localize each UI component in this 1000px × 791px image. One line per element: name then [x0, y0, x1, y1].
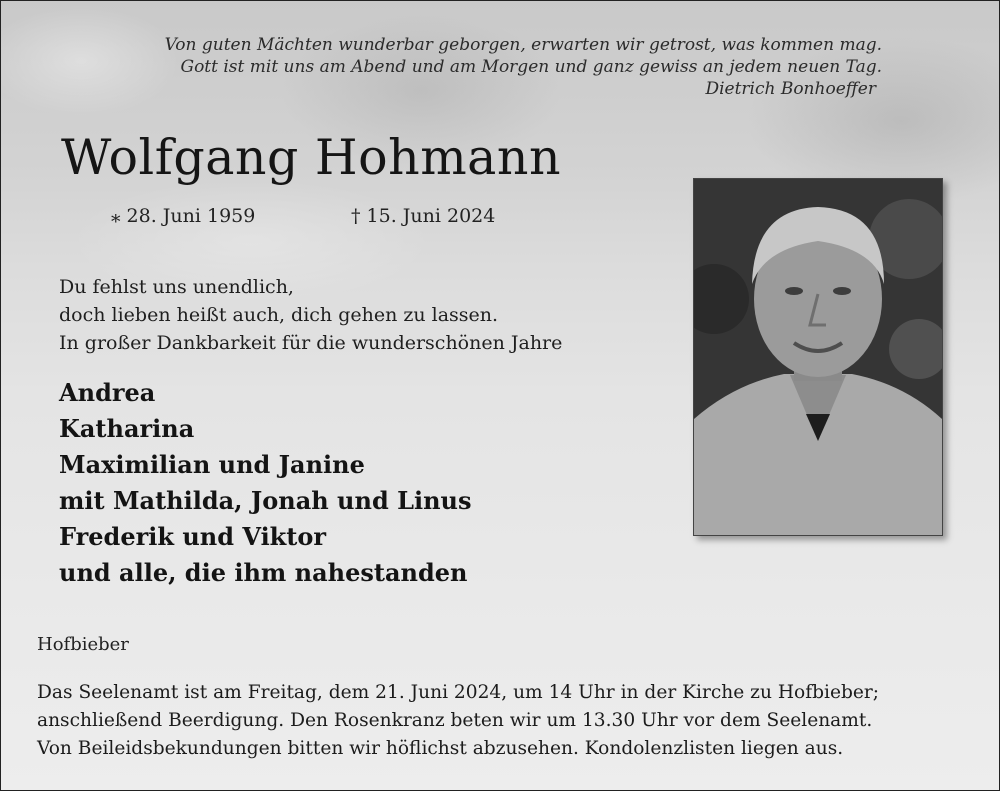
funeral-notice	[37, 679, 879, 763]
deceased-name: Wolfgang Hohmann	[61, 129, 562, 186]
mourner: und alle, die ihm nahestanden	[59, 558, 468, 587]
mourners-list	[59, 375, 472, 591]
place-name: Hofbieber	[37, 634, 129, 655]
mourner: Frederik und Viktor	[59, 522, 327, 551]
life-dates	[111, 205, 496, 227]
quote-line-1: Von guten Mächten wunderbar geborgen, erwarten wir getrost, was kommen mag.	[164, 35, 882, 55]
mourner: Andrea	[59, 378, 156, 407]
notice-line: Das Seelenamt ist am Freitag, dem 21. Juni 2024, um 14 Uhr in der Kirche zu Hofbieber;	[37, 682, 880, 703]
portrait-photo	[693, 178, 943, 536]
notice-line: anschließend Beerdigung. Den Rosenkranz beten wir um 13.30 Uhr vor dem Seelenamt.	[37, 710, 873, 731]
farewell-poem	[59, 273, 562, 357]
notice-line: Von Beileidsbekundungen bitten wir höflichst abzusehen. Kondolenzlisten liegen aus.	[37, 738, 844, 759]
bonhoeffer-quote	[165, 34, 882, 100]
portrait-illustration	[694, 179, 942, 535]
poem-line: doch lieben heißt auch, dich gehen zu lassen.	[59, 304, 499, 326]
mourner: Katharina	[59, 414, 195, 443]
mourner: Maximilian und Janine	[59, 450, 365, 479]
quote-line-2: Gott ist mit uns am Abend und am Morgen und ganz gewiss an jedem neuen Tag.	[180, 57, 882, 77]
poem-line: In großer Dankbarkeit für die wunderschönen Jahre	[59, 332, 563, 354]
death-date: † 15. Juni 2024	[351, 205, 496, 227]
poem-line: Du fehlst uns unendlich,	[59, 276, 294, 298]
mourner: mit Mathilda, Jonah und Linus	[59, 486, 472, 515]
quote-author: Dietrich Bonhoeffer	[705, 79, 876, 99]
birth-date: ⁎ 28. Juni 1959	[111, 205, 256, 227]
